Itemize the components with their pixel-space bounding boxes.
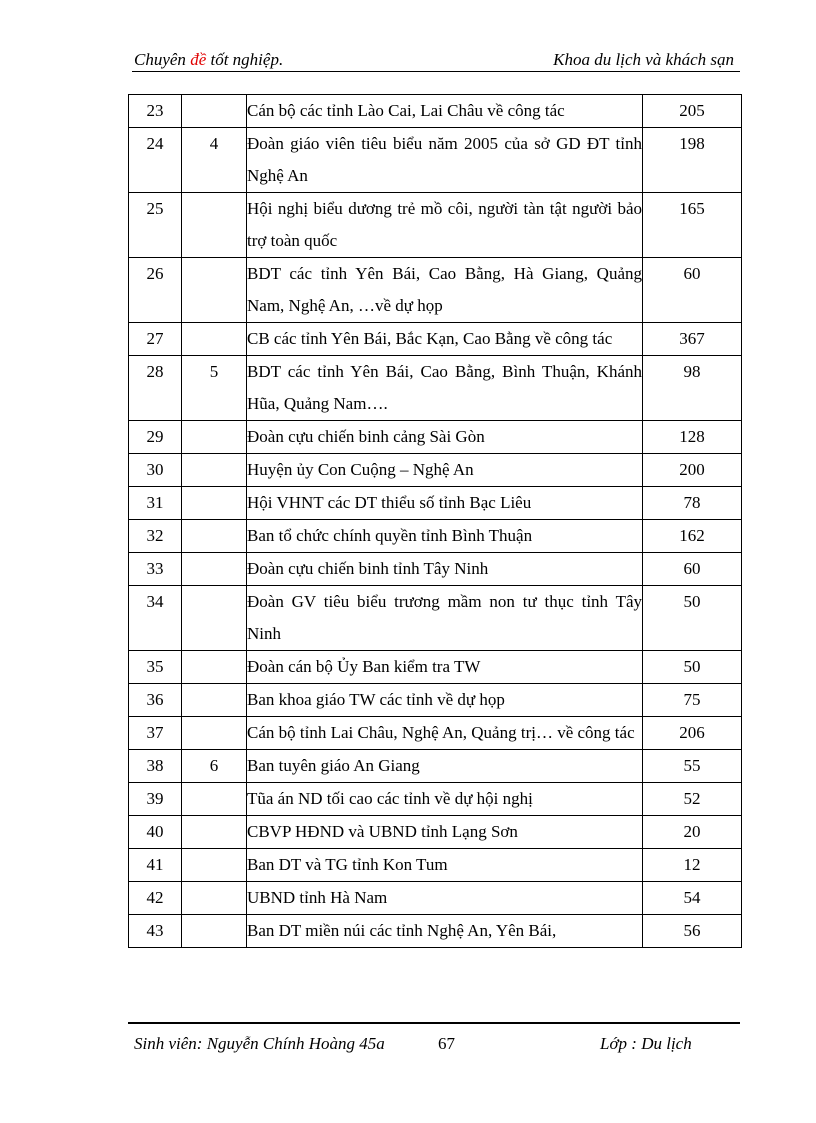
row-description: Đoàn GV tiêu biểu trương mầm non tư thục tỉnh Tây Ninh (247, 586, 643, 651)
table-row (129, 95, 742, 128)
row-group (182, 816, 247, 849)
row-description: Cán bộ các tỉnh Lào Cai, Lai Châu về công tác (247, 95, 643, 128)
row-count: 55 (643, 750, 742, 783)
row-description: Hội nghị biểu dương trẻ mồ côi, người tàn tật người bảo trợ toàn quốc (247, 193, 643, 258)
row-group: 5 (182, 356, 247, 421)
row-number: 29 (129, 421, 182, 454)
page-number: 67 (438, 1034, 455, 1053)
row-number: 41 (129, 849, 182, 882)
table-row (129, 258, 742, 323)
row-count: 50 (643, 651, 742, 684)
row-number: 39 (129, 783, 182, 816)
row-number: 40 (129, 816, 182, 849)
row-number: 32 (129, 520, 182, 553)
row-count: 20 (643, 816, 742, 849)
row-description: Cán bộ tỉnh Lai Châu, Nghệ An, Quảng trị… về công tác (247, 717, 643, 750)
header-left-before: Chuyên (134, 50, 191, 69)
row-group (182, 95, 247, 128)
header-right: Khoa du lịch và khách sạn (553, 50, 734, 69)
row-number: 23 (129, 95, 182, 128)
header-left-highlight: đề (190, 50, 207, 69)
row-description: CB các tỉnh Yên Bái, Bắc Kạn, Cao Bằng về công tác (247, 323, 643, 356)
table-row (129, 128, 742, 193)
row-group (182, 553, 247, 586)
row-group (182, 882, 247, 915)
row-description: Hội VHNT các DT thiểu số tỉnh Bạc Liêu (247, 487, 643, 520)
row-description: Đoàn giáo viên tiêu biểu năm 2005 của sở GD ĐT tỉnh Nghệ An (247, 128, 643, 193)
row-description: UBND tỉnh Hà Nam (247, 882, 643, 915)
row-group (182, 684, 247, 717)
row-count: 60 (643, 258, 742, 323)
table-row (129, 651, 742, 684)
row-count: 165 (643, 193, 742, 258)
visitor-table (128, 94, 742, 948)
page-header (134, 50, 740, 72)
row-count: 98 (643, 356, 742, 421)
row-number: 25 (129, 193, 182, 258)
table-row (129, 553, 742, 586)
row-group (182, 421, 247, 454)
row-group (182, 717, 247, 750)
row-number: 24 (129, 128, 182, 193)
row-description: Đoàn cựu chiến binh tỉnh Tây Ninh (247, 553, 643, 586)
footer-rule (128, 1022, 740, 1024)
row-group (182, 586, 247, 651)
header-left-after: tốt nghiệp. (206, 50, 284, 69)
row-group (182, 487, 247, 520)
row-description: Đoàn cựu chiến binh cảng Sài Gòn (247, 421, 643, 454)
row-number: 35 (129, 651, 182, 684)
row-description: Ban tuyên giáo An Giang (247, 750, 643, 783)
table-row (129, 520, 742, 553)
row-count: 12 (643, 849, 742, 882)
table-row (129, 586, 742, 651)
row-group: 6 (182, 750, 247, 783)
row-number: 30 (129, 454, 182, 487)
row-description: Huyện ủy Con Cuộng – Nghệ An (247, 454, 643, 487)
table-row (129, 783, 742, 816)
row-group (182, 849, 247, 882)
row-group (182, 783, 247, 816)
table-row (129, 487, 742, 520)
row-group (182, 193, 247, 258)
row-description: Ban DT và TG tỉnh Kon Tum (247, 849, 643, 882)
row-count: 198 (643, 128, 742, 193)
row-count: 75 (643, 684, 742, 717)
row-count: 206 (643, 717, 742, 750)
row-number: 38 (129, 750, 182, 783)
row-number: 31 (129, 487, 182, 520)
row-group: 4 (182, 128, 247, 193)
row-description: Ban khoa giáo TW các tỉnh về dự họp (247, 684, 643, 717)
row-count: 56 (643, 915, 742, 948)
row-count: 128 (643, 421, 742, 454)
table-row (129, 849, 742, 882)
row-number: 36 (129, 684, 182, 717)
row-count: 162 (643, 520, 742, 553)
page-footer (134, 1032, 740, 1082)
row-count: 200 (643, 454, 742, 487)
row-group (182, 454, 247, 487)
table-row (129, 882, 742, 915)
row-description: Ban DT miền núi các tỉnh Nghệ An, Yên Bái, (247, 915, 643, 948)
row-count: 60 (643, 553, 742, 586)
row-group (182, 520, 247, 553)
table-row (129, 323, 742, 356)
row-number: 42 (129, 882, 182, 915)
row-group (182, 258, 247, 323)
table-row (129, 684, 742, 717)
header-left (134, 50, 283, 70)
row-group (182, 651, 247, 684)
table-row (129, 717, 742, 750)
table-row (129, 915, 742, 948)
row-group (182, 323, 247, 356)
header-rule (132, 71, 740, 72)
table-row (129, 356, 742, 421)
row-description: BDT các tỉnh Yên Bái, Cao Bằng, Bình Thuận, Khánh Hũa, Quảng Nam…. (247, 356, 643, 421)
row-count: 78 (643, 487, 742, 520)
table-row (129, 750, 742, 783)
row-group (182, 915, 247, 948)
row-number: 43 (129, 915, 182, 948)
row-number: 37 (129, 717, 182, 750)
row-number: 26 (129, 258, 182, 323)
table-row (129, 421, 742, 454)
row-number: 34 (129, 586, 182, 651)
row-count: 50 (643, 586, 742, 651)
row-number: 27 (129, 323, 182, 356)
row-description: CBVP HĐND và UBND tỉnh Lạng Sơn (247, 816, 643, 849)
row-number: 28 (129, 356, 182, 421)
row-description: Đoàn cán bộ Ủy Ban kiểm tra TW (247, 651, 643, 684)
table-row (129, 193, 742, 258)
table-row (129, 816, 742, 849)
row-description: Ban tổ chức chính quyền tỉnh Bình Thuận (247, 520, 643, 553)
footer-class: Lớp : Du lịch (600, 1034, 692, 1053)
row-count: 367 (643, 323, 742, 356)
row-number: 33 (129, 553, 182, 586)
row-count: 205 (643, 95, 742, 128)
row-count: 52 (643, 783, 742, 816)
table-row (129, 454, 742, 487)
footer-student: Sinh viên: Nguyễn Chính Hoàng 45a (134, 1034, 385, 1053)
row-description: Tũa án ND tối cao các tỉnh về dự hội nghị (247, 783, 643, 816)
table-body (129, 95, 742, 948)
row-description: BDT các tỉnh Yên Bái, Cao Bằng, Hà Giang, Quảng Nam, Nghệ An, …về dự họp (247, 258, 643, 323)
row-count: 54 (643, 882, 742, 915)
